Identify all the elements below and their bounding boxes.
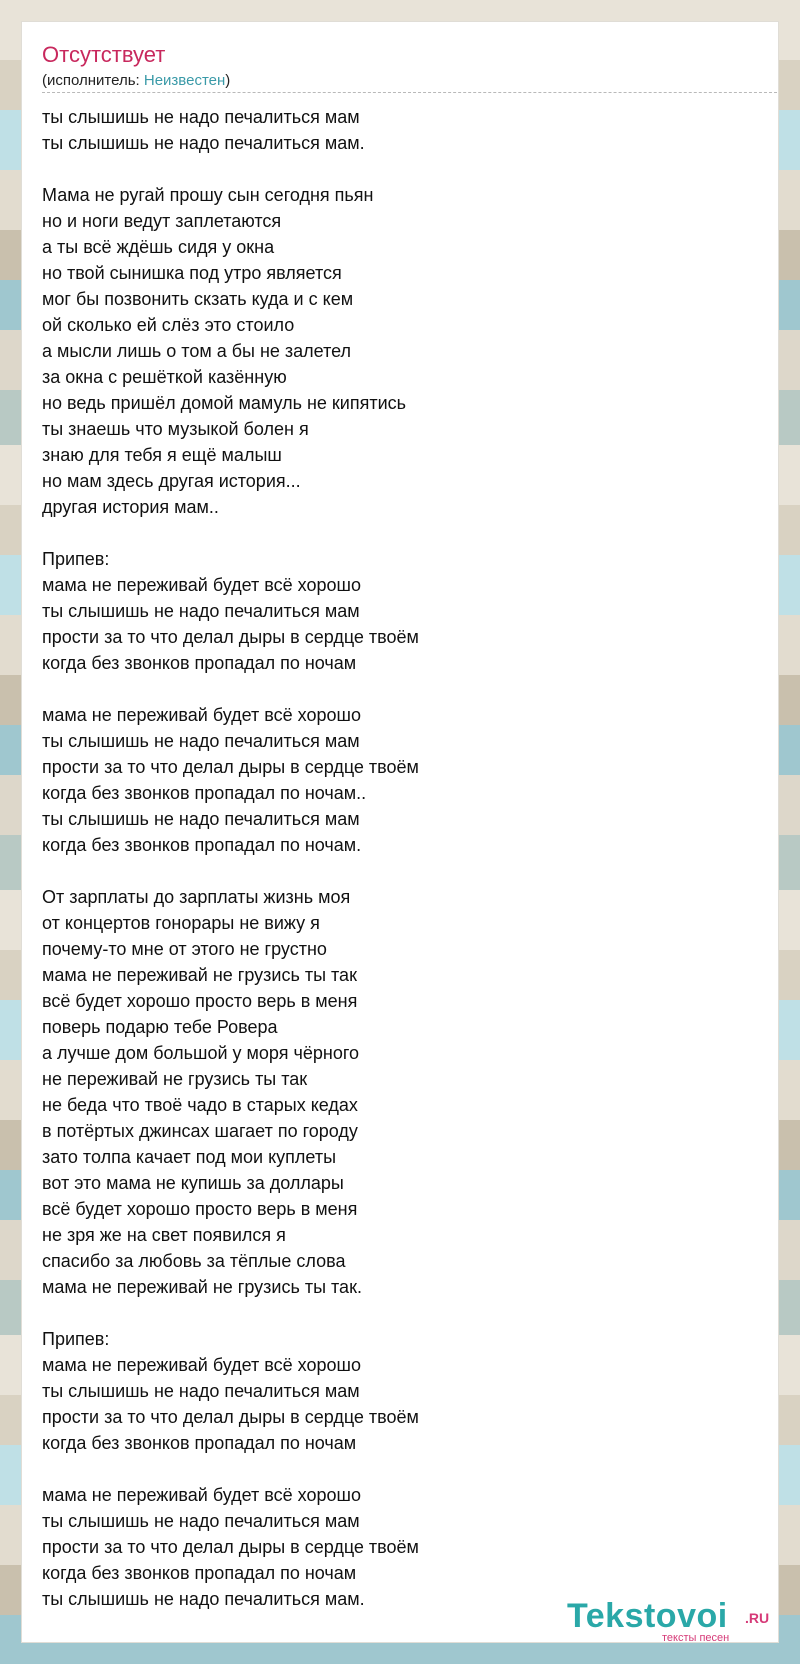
meta-prefix: (исполнитель: xyxy=(42,72,144,89)
title-divider xyxy=(42,92,777,93)
lyrics-text: ты слышишь не надо печалиться мам ты слышишь не надо печалиться мам. Мама не ругай прошу сын сегодня пьян но и ноги ведут заплетаются а ты всё ждёшь сидя у окна но твой сынишка под утро является мог бы позвонить скзать куда и с кем ой сколько ей слёз это стоило а мысли лишь о том а бы не залетел за окна с решёткой казённую но ведь пришёл домой мамуль не кипятись ты знаешь что музыкой болен я знаю для тебя я ещё малыш но мам здесь другая история... другая история мам.. Припев: мама не переживай будет всё хорошо ты слышишь не надо печалиться мам прости за то что делал дыры в сердце твоём когда без звонков пропадал по ночам мама не переживай будет всё хорошо ты слышишь не надо печалиться мам прости за то что делал дыры в сердце твоём когда без звонков пропадал по ночам.. ты слышишь не надо печалиться мам когда без звонков пропадал по ночам. От зарплаты до зарплаты жизнь моя от концертов гонорары не вижу я почему-то мне от этого не грустно мама не переживай не грузись ты так всё будет хорошо просто верь в меня поверь подарю тебе Ровера а лучше дом большой у моря чёрного не переживай не грузись ты так не беда что твоё чадо в старых кедах в потёртых джинсах шагает по городу зато толпа качает под мои куплеты вот это мама не купишь за доллары всё будет хорошо просто верь в меня не зря же на свет появился я спасибо за любовь за тёплые слова мама не переживай не грузись ты так. Припев: мама не переживай будет всё хорошо ты слышишь не надо печалиться мам прости за то что делал дыры в сердце твоём когда без звонков пропадал по ночам мама не переживай будет всё хорошо ты слышишь не надо печалиться мам прости за то что делал дыры в сердце твоём когда без звонков пропадал по ночам ты слышишь не надо печалиться мам. xyxy=(42,107,419,1609)
meta-suffix: ) xyxy=(225,72,231,89)
logo-tagline: тексты песен xyxy=(662,1632,730,1644)
logo-name: Tekstovoi xyxy=(567,1597,728,1635)
logo-tld: .RU xyxy=(745,1610,770,1626)
song-meta xyxy=(42,72,230,90)
site-logo[interactable] xyxy=(567,1598,777,1642)
lyrics-card xyxy=(22,22,778,1642)
artist-link[interactable]: Неизвестен xyxy=(143,72,226,89)
song-title: Отсутствует xyxy=(42,42,166,67)
